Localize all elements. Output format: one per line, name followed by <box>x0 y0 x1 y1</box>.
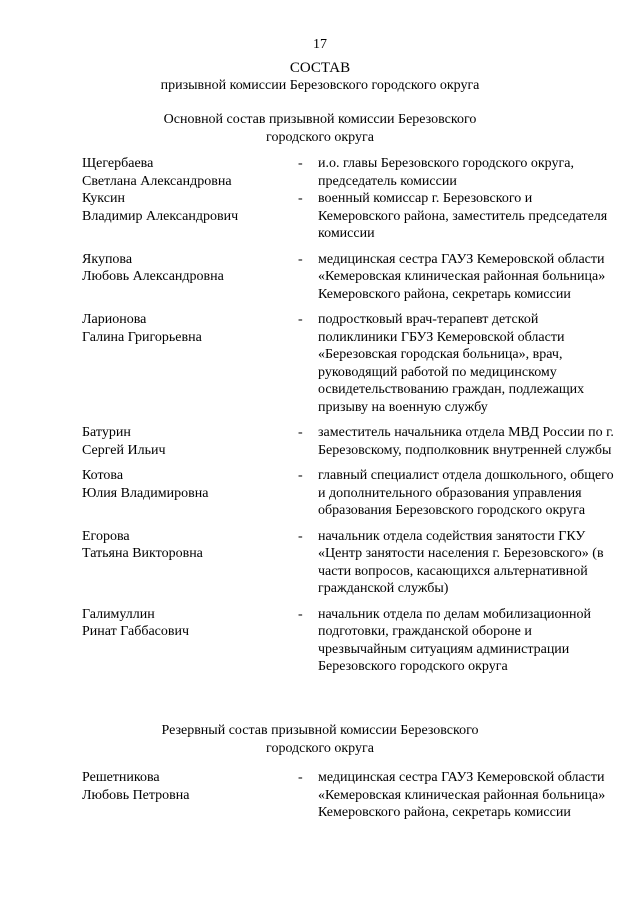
member-name <box>82 528 282 563</box>
member-entry <box>0 155 640 190</box>
member-name <box>82 251 282 286</box>
main-section-heading-line2: городского округа <box>266 129 374 145</box>
member-role: медицинская сестра ГАУЗ Кемеровской области «Кемеровская клиническая районная больница» Кемеровского района, секретарь комиссии <box>318 770 606 820</box>
member-surname: Якупова <box>82 251 133 267</box>
main-section-heading <box>0 111 640 146</box>
member-dash: - <box>298 156 303 171</box>
member-dash: - <box>298 312 303 327</box>
member-surname: Котова <box>82 468 124 483</box>
member-given-name: Татьяна Викторовна <box>82 546 203 561</box>
member-role: подростковый врач-терапевт детской поликлиники ГБУЗ Кемеровской области «Березовская городская больница», врач, руководящий работой по медицинскому освидетельствованию граждан, подлежащих призыву на военную службу <box>318 312 585 415</box>
member-given-name: Любовь Петровна <box>82 787 190 803</box>
member-dash: - <box>298 468 303 483</box>
member-entry <box>0 528 640 598</box>
member-surname: Ларионова <box>82 312 147 327</box>
member-name <box>82 155 282 190</box>
member-given-name: Галина Григорьевна <box>82 329 202 345</box>
member-surname: Куксин <box>82 191 125 206</box>
member-name <box>82 424 282 459</box>
member-role: заместитель начальника отдела МВД России по г. Березовскому, подполковник внутренней службы <box>318 425 614 458</box>
member-given-name: Сергей Ильич <box>82 442 166 458</box>
member-name <box>82 311 282 346</box>
member-surname: Батурин <box>82 425 131 440</box>
member-given-name: Юлия Владимировна <box>82 485 209 501</box>
member-dash: - <box>298 606 303 622</box>
member-role: начальник отдела по делам мобилизационной подготовки, гражданской обороне и чрезвычайным ситуациям администрации Березовского городского округа <box>318 606 592 674</box>
reserve-section-heading-line1: Резервный состав призывной комиссии Березовского <box>161 723 479 738</box>
reserve-members-list <box>0 769 640 822</box>
member-role: начальник отдела содействия занятости ГКУ «Центр занятости населения г. Березовского» (в части вопросов, касающихся альтернативной гражданской службы) <box>318 528 604 596</box>
document-title: СОСТАВ <box>289 60 351 76</box>
member-given-name: Светлана Александровна <box>82 173 232 189</box>
member-role: военный комиссар г. Березовского и Кемеровского района, заместитель председателя комиссии <box>318 191 608 241</box>
reserve-section-heading <box>0 722 640 757</box>
member-surname: Галимуллин <box>82 606 155 622</box>
member-entry <box>0 606 640 676</box>
member-name <box>82 190 282 225</box>
member-entry <box>0 424 640 459</box>
member-dash: - <box>298 191 303 206</box>
member-dash: - <box>298 251 303 267</box>
member-name <box>82 467 282 502</box>
member-role: медицинская сестра ГАУЗ Кемеровской области «Кемеровская клиническая районная больница» Кемеровского района, секретарь комиссии <box>318 251 606 302</box>
member-role: главный специалист отдела дошкольного, общего и дополнительного образования управления образования Березовского городского округа <box>318 468 614 518</box>
member-dash: - <box>298 770 303 785</box>
reserve-section-heading-line2: городского округа <box>266 740 374 756</box>
member-given-name: Владимир Александрович <box>82 208 239 224</box>
main-members-list <box>0 155 640 676</box>
member-given-name: Любовь Александровна <box>82 269 224 284</box>
member-entry <box>0 769 640 822</box>
member-given-name: Ринат Габбасович <box>82 624 190 639</box>
member-entry <box>0 467 640 520</box>
member-surname: Решетникова <box>82 770 160 785</box>
member-surname: Щегербаева <box>82 156 154 171</box>
document-subtitle: призывной комиссии Березовского городского округа <box>160 78 480 93</box>
member-entry <box>0 311 640 416</box>
page-number: 17 <box>313 37 327 52</box>
member-dash: - <box>298 425 303 440</box>
member-role: и.о. главы Березовского городского округа, председатель комиссии <box>318 156 574 189</box>
member-name <box>82 769 282 804</box>
member-entry <box>0 251 640 304</box>
main-section-heading-line1: Основной состав призывной комиссии Березовского <box>163 112 477 127</box>
member-dash: - <box>298 528 303 544</box>
member-entry <box>0 190 640 243</box>
member-surname: Егорова <box>82 528 130 544</box>
member-name <box>82 606 282 641</box>
